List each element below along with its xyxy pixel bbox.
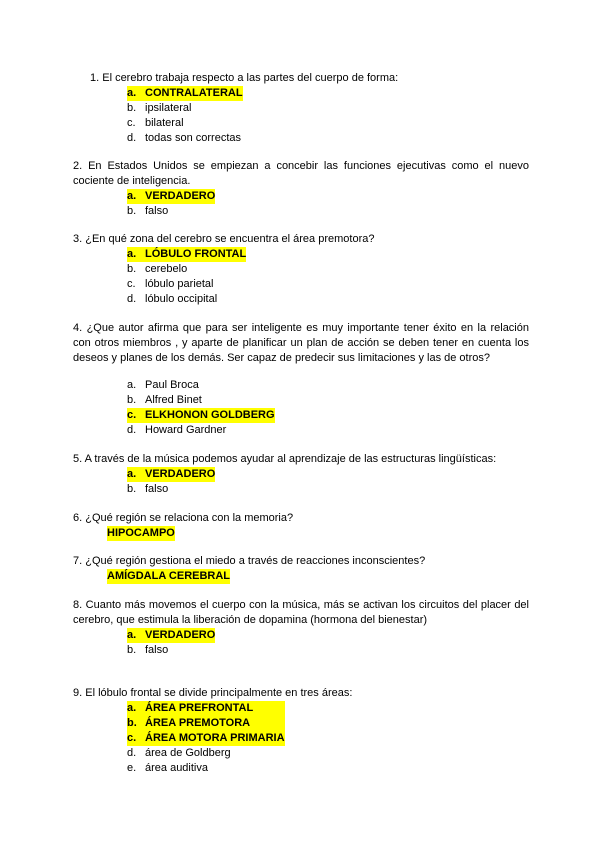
question-2-options	[127, 189, 215, 219]
question-9-options	[127, 701, 285, 776]
answer-6: HIPOCAMPO	[107, 527, 175, 539]
question-3-options	[127, 247, 246, 307]
option-2a: a. VERDADERO	[127, 190, 216, 202]
question-9: 9. El lóbulo frontal se divide principalmente en tres áreas:	[73, 687, 353, 699]
option-3a: a. LÓBULO FRONTAL	[127, 248, 247, 260]
option-9d: d. área de Goldberg	[127, 747, 231, 759]
question-6: 6. ¿Qué región se relaciona con la memoria?	[73, 512, 294, 524]
option-1b: b. ipsilateral	[127, 102, 192, 114]
question-1: 1. El cerebro trabaja respecto a las partes del cuerpo de forma:	[90, 72, 399, 84]
option-3d: d. lóbulo occipital	[127, 293, 218, 305]
option-4c: c. ELKHONON GOLDBERG	[127, 409, 275, 421]
question-3: 3. ¿En qué zona del cerebro se encuentra el área premotora?	[73, 233, 375, 245]
option-5b: b. falso	[127, 483, 169, 495]
question-8: 8. Cuanto más movemos el cuerpo con la música, más se activan los circuitos del placer del cerebro, que estimula la liberación de dopamina (hormona del bienestar)	[73, 599, 529, 626]
question-5-options	[127, 467, 215, 497]
question-2: 2. En Estados Unidos se empiezan a concebir las funciones ejecutivas como el nuevo cociente de inteligencia.	[73, 160, 529, 187]
option-9a: a. ÁREA PREFRONTAL	[127, 701, 285, 716]
option-9b: b. ÁREA PREMOTORA	[127, 716, 285, 731]
option-5a: a. VERDADERO	[127, 468, 216, 480]
option-1d: d. todas son correctas	[127, 132, 241, 144]
question-1-options	[127, 86, 243, 146]
option-3c: c. lóbulo parietal	[127, 278, 214, 290]
option-4a: a. Paul Broca	[127, 379, 199, 391]
option-9e: e. área auditiva	[127, 762, 208, 774]
option-3b: b. cerebelo	[127, 263, 188, 275]
question-4-options	[127, 378, 275, 438]
option-8a: a. VERDADERO	[127, 629, 216, 641]
question-5: 5. A través de la música podemos ayudar al aprendizaje de las estructuras lingüísticas:	[73, 453, 497, 465]
option-1a: a. CONTRALATERAL	[127, 87, 243, 99]
question-7: 7. ¿Qué región gestiona el miedo a través de reacciones inconscientes?	[73, 555, 426, 567]
question-4: 4. ¿Que autor afirma que para ser inteligente es muy importante tener éxito en la relación con otros miembros , y aparte de planificar un plan de acción se deben tener en cuenta los deseos y planes de los demás. Ser capaz de predecir sus limitaciones y las de otros?	[73, 322, 529, 364]
answer-7: AMÍGDALA CEREBRAL	[107, 570, 231, 582]
option-2b: b. falso	[127, 205, 169, 217]
option-1c: c. bilateral	[127, 117, 184, 129]
option-8b: b. falso	[127, 644, 169, 656]
option-9c: c. ÁREA MOTORA PRIMARIA	[127, 732, 285, 744]
question-8-options	[127, 628, 215, 658]
option-4b: b. Alfred Binet	[127, 394, 202, 406]
option-4d: d. Howard Gardner	[127, 424, 227, 436]
